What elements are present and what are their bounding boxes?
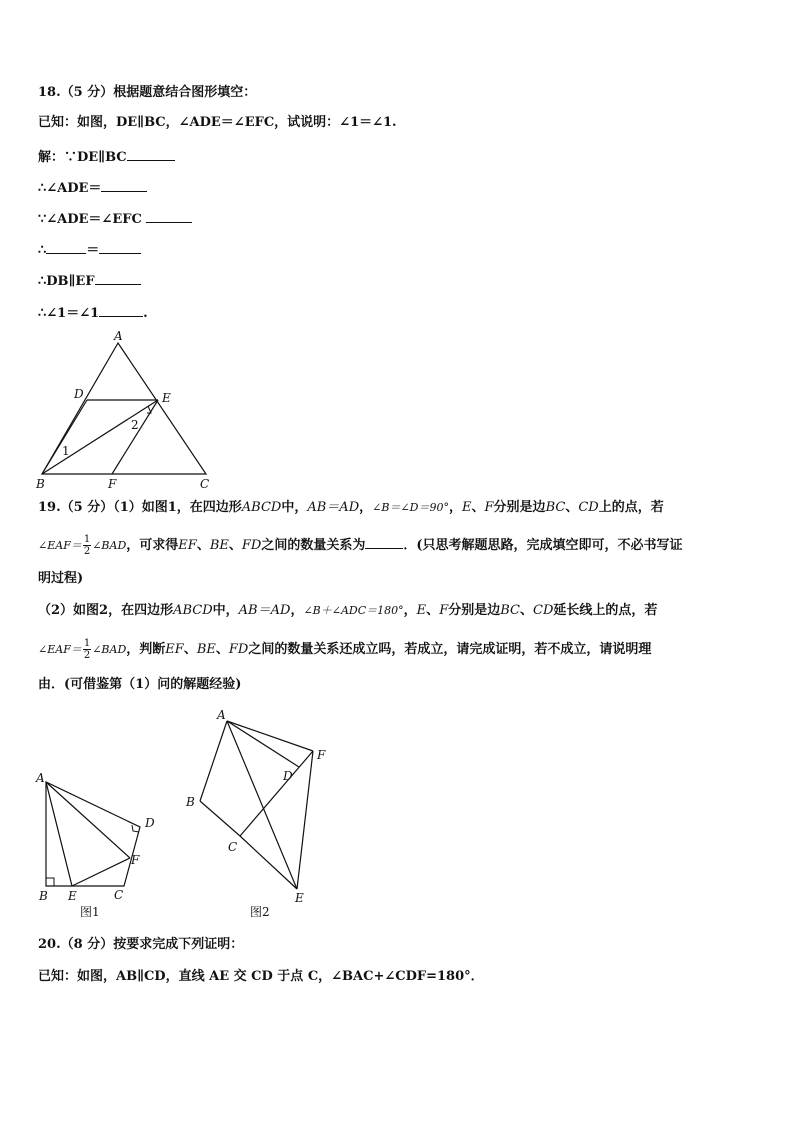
- label-a: A: [217, 708, 226, 722]
- q19-quad-abcd-2: ABCD: [173, 603, 213, 618]
- quadrilateral-abcd: [46, 782, 140, 886]
- q19-angle-eaf: ∠EAF＝: [38, 539, 82, 552]
- label-e: E: [162, 391, 171, 405]
- segment-ab: [200, 721, 227, 801]
- q18-step-4-eq: ＝: [86, 243, 100, 258]
- right-angle-b: [46, 878, 54, 886]
- q19-sep: 、: [565, 500, 579, 515]
- q19-sep: ，: [290, 603, 304, 618]
- q19-part2-tail: 分别是边: [448, 603, 501, 618]
- segment-bc: [200, 801, 240, 836]
- label-c: C: [228, 840, 238, 854]
- fraction-denominator: 2: [83, 650, 91, 661]
- segment-af: [227, 721, 313, 751]
- segment-af: [46, 782, 130, 858]
- answer-blank-7[interactable]: [99, 302, 143, 317]
- q18-title: 18.（5 分）根据题意结合图形填空：: [38, 85, 257, 100]
- segment-be: [42, 400, 158, 474]
- fraction-numerator: 1: [83, 534, 91, 545]
- segment-ef: [112, 400, 158, 474]
- label-c: C: [200, 477, 210, 491]
- q19-part1-prefix: 19.（5 分）（1）如图1，在四边形: [38, 500, 242, 515]
- q19-part2-text: ，判断: [126, 642, 166, 657]
- q19-sep: ，: [403, 603, 417, 618]
- q19-angle-bad-2: ∠BAD: [92, 643, 127, 656]
- segment-ef: [297, 751, 313, 889]
- q19-part2-line1: [38, 602, 657, 620]
- q19-var-e: E: [462, 500, 472, 515]
- q19-part1-tail: 分别是边: [493, 500, 546, 515]
- label-b: B: [36, 477, 45, 491]
- q19-seg-fd: FD: [241, 538, 262, 553]
- answer-blank-1[interactable]: [127, 146, 175, 161]
- q19-condition-angles: ∠B＝∠D＝90°: [372, 501, 449, 514]
- q18-step-1: [38, 146, 175, 167]
- q19-seg-cd: CD: [578, 500, 599, 515]
- q18-triangle-figure: [30, 326, 220, 491]
- label-d: D: [283, 769, 293, 783]
- label-a: A: [36, 771, 45, 785]
- answer-blank-6[interactable]: [95, 270, 141, 285]
- q18-step-4-therefore: ∴: [38, 243, 47, 258]
- q19-part2-end: 延长线上的点，若: [553, 603, 658, 618]
- q19-part1-text: ，可求得: [126, 538, 179, 553]
- label-f: F: [317, 748, 326, 762]
- q19-seg-cd-2: CD: [533, 603, 554, 618]
- q19-var-f-2: F: [439, 603, 449, 618]
- q19-part1-end-text: ．(只思考解题思路，完成填空即可，不必书写证: [403, 538, 683, 553]
- q19-sep: 、: [426, 603, 440, 618]
- q19-part1-end: 上的点，若: [598, 500, 664, 515]
- fraction-half-2: [83, 638, 91, 661]
- q19-angle-bad: ∠BAD: [92, 539, 127, 552]
- label-e: E: [295, 891, 304, 905]
- q19-sep: 、: [215, 642, 229, 657]
- label-d: D: [74, 387, 84, 401]
- q19-sep: ，: [448, 500, 462, 515]
- q19-part1-line1: [38, 499, 664, 517]
- q19-part2-mid: 中，: [212, 603, 239, 618]
- q18-step-2: [38, 177, 147, 198]
- angle-label-2: 2: [131, 418, 139, 432]
- answer-blank-2[interactable]: [101, 177, 147, 192]
- label-e: E: [68, 889, 77, 903]
- q19-seg-be-2: BE: [196, 642, 216, 657]
- q19-seg-be: BE: [209, 538, 229, 553]
- q19-sep: ，: [359, 500, 373, 515]
- q19-part1-mid: 中，: [281, 500, 308, 515]
- q19-figure-2: [180, 704, 340, 920]
- q19-part1-line2: [38, 534, 683, 557]
- q19-sep: 、: [183, 642, 197, 657]
- q19-sep: 、: [196, 538, 210, 553]
- q19-seg-bc-2: BC: [500, 603, 520, 618]
- angle-label-1: 1: [62, 444, 70, 458]
- q19-seg-ef: EF: [178, 538, 197, 553]
- q19-sep: 、: [471, 500, 485, 515]
- q19-part2-line2: [38, 638, 651, 661]
- label-f: F: [131, 853, 140, 867]
- answer-blank-3[interactable]: [146, 208, 192, 223]
- label-f: F: [108, 477, 117, 491]
- label-b: B: [39, 889, 48, 903]
- q18-step-6-end: .: [143, 306, 148, 321]
- q20-given: 已知：如图，AB∥CD，直线 AE 交 CD 于点 C，∠BAC+∠CDF=180°．: [38, 969, 484, 984]
- fraction-numerator: 1: [83, 638, 91, 649]
- q19-part2-rest: 之间的数量关系还成立吗，若成立，请完成证明，若不成立，请说明理: [248, 642, 652, 657]
- q19-part1-rest: 之间的数量关系为: [261, 538, 366, 553]
- q19-condition-ab-ad-2: AB＝AD: [238, 603, 291, 618]
- q19-quad-abcd: ABCD: [241, 500, 282, 515]
- label-d: D: [145, 816, 155, 830]
- segment-db: [42, 400, 87, 474]
- q19-figure-1: [30, 770, 170, 920]
- q18-step-3-text: ∵∠ADE＝∠EFC: [38, 212, 142, 227]
- q19-part1-line3: 明过程): [38, 571, 84, 586]
- q19-var-e-2: E: [416, 603, 427, 618]
- answer-blank-4[interactable]: [46, 239, 86, 254]
- figure-1-caption: 图1: [80, 905, 100, 919]
- segment-ce: [240, 836, 297, 889]
- q18-step-6: [38, 302, 148, 323]
- q18-given: 已知：如图，DE∥BC，∠ADE＝∠EFC，试说明：∠1＝∠1.: [38, 115, 397, 130]
- q18-step-3: [38, 208, 192, 229]
- label-a: A: [114, 329, 123, 343]
- q19-sep: 、: [228, 538, 242, 553]
- label-c: C: [114, 888, 124, 902]
- q18-step-1-text: 解：∵DE∥BC: [38, 150, 127, 165]
- q18-step-5-text: ∴DB∥EF: [38, 274, 95, 289]
- fraction-half: [83, 534, 91, 557]
- q20-title: 20.（8 分）按要求完成下列证明：: [38, 937, 244, 952]
- q19-var-f: F: [484, 500, 494, 515]
- q18-step-5: [38, 270, 141, 291]
- answer-blank-q19[interactable]: [365, 534, 403, 549]
- q19-angle-eaf-2: ∠EAF＝: [38, 643, 82, 656]
- segment-ae: [227, 721, 297, 889]
- q19-condition-angles-2: ∠B＋∠ADC＝180°: [303, 604, 404, 617]
- q19-condition-ab-ad: AB＝AD: [307, 500, 360, 515]
- q19-seg-bc: BC: [545, 500, 566, 515]
- q18-step-6-text: ∴∠1＝∠1: [38, 306, 100, 321]
- q19-seg-fd-2: FD: [228, 642, 249, 657]
- figure-2-caption: 图2: [250, 905, 270, 919]
- answer-blank-5[interactable]: [99, 239, 141, 254]
- q19-part2-line3: 由．(可借鉴第（1）问的解题经验): [38, 677, 242, 692]
- q18-step-2-text: ∴∠ADE＝: [38, 181, 102, 196]
- segment-ef: [72, 858, 130, 886]
- q19-part2-prefix: （2）如图2，在四边形: [38, 603, 174, 618]
- q19-sep: 、: [519, 603, 533, 618]
- segment-cf: [240, 751, 313, 836]
- q18-step-4: [38, 239, 141, 260]
- fraction-denominator: 2: [83, 546, 91, 557]
- q19-seg-ef-2: EF: [165, 642, 184, 657]
- label-b: B: [186, 795, 195, 809]
- segment-ae: [46, 782, 72, 886]
- segment-ad: [227, 721, 299, 767]
